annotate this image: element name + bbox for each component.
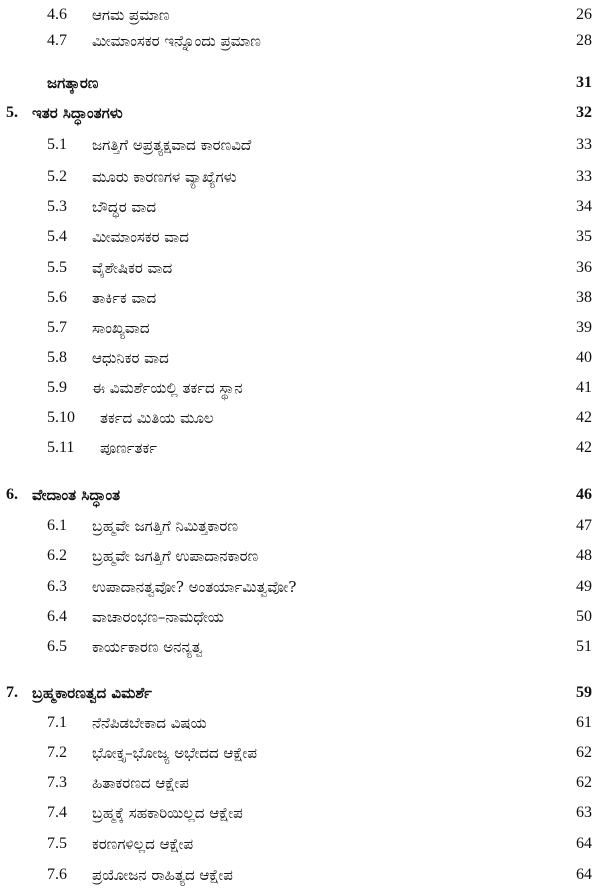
page-number: 48	[576, 547, 592, 564]
section-number: 5.8	[47, 349, 67, 366]
toc-entry	[0, 678, 600, 708]
section-number: 6.1	[47, 517, 67, 534]
toc-entry	[0, 572, 600, 602]
section-number: 5.1	[47, 136, 67, 153]
page-number: 50	[576, 608, 592, 625]
page-number: 61	[576, 714, 592, 731]
page-number: 33	[576, 168, 592, 185]
section-number: 6.3	[47, 578, 67, 595]
section-title: ಭೋಕ್ತೃ–ಭೋಜ್ಯ ಅಭೇದದ ಆಕ್ಷೇಪ	[92, 744, 257, 762]
page-number: 34	[576, 198, 592, 215]
toc-entry	[0, 798, 600, 828]
page-number: 64	[576, 866, 592, 883]
page-number: 49	[576, 578, 592, 595]
section-number: 6.5	[47, 638, 67, 655]
page-number: 62	[576, 774, 592, 791]
section-number: 5.	[6, 104, 18, 121]
section-title: ಸಾಂಖ್ಯವಾದ	[92, 319, 150, 337]
toc-entry	[0, 162, 600, 192]
toc-entry	[0, 480, 600, 510]
section-number: 4.6	[47, 6, 67, 23]
page-number: 32	[576, 104, 592, 121]
section-number: 7.5	[47, 835, 67, 852]
section-number: 6.	[6, 486, 18, 503]
section-number: 4.7	[47, 32, 67, 49]
toc-entry	[0, 373, 600, 403]
section-title: ಮೂರು ಕಾರಣಗಳ ವ್ಯಾಖ್ಯೆಗಳು	[92, 168, 237, 186]
toc-entry	[0, 602, 600, 632]
page-number: 41	[576, 379, 592, 396]
section-number: 5.3	[47, 198, 67, 215]
section-title: ತರ್ಕದ ಮಿತಿಯ ಮೂಲ	[100, 409, 214, 427]
section-title: ವೈಶೇಷಿಕರ ವಾದ	[92, 259, 173, 277]
page-number: 28	[576, 32, 592, 49]
page-number: 38	[576, 289, 592, 306]
toc-entry	[0, 829, 600, 859]
page-number: 36	[576, 259, 592, 276]
toc-entry	[0, 708, 600, 738]
section-title: ಜಗತ್ಕಾರಣ	[47, 74, 99, 92]
section-number: 5.2	[47, 168, 67, 185]
page-number: 51	[576, 638, 592, 655]
page-number: 33	[576, 136, 592, 153]
section-title: ಬ್ರಹ್ಮವೇ ಜಗತ್ತಿಗೆ ನಿಮಿತ್ತಕಾರಣ	[92, 517, 238, 535]
section-number: 5.11	[47, 439, 75, 456]
page-number: 39	[576, 319, 592, 336]
toc-entry	[0, 192, 600, 222]
section-title: ಬ್ರಹ್ಮವೇ ಜಗತ್ತಿಗೆ ಉಪಾದಾನಕಾರಣ	[92, 547, 259, 565]
section-number: 5.7	[47, 319, 67, 336]
section-title: ಬ್ರಹ್ಮಕಾರಣತ್ವದ ವಿಮರ್ಶೆ	[32, 684, 152, 702]
section-title: ಮೀಮಾಂಸಕರ ವಾದ	[92, 228, 189, 246]
toc-entry	[0, 403, 600, 433]
section-title: ಬ್ರಹ್ಮಕ್ಕೆ ಸಹಕಾರಿಯಿಲ್ಲದ ಆಕ್ಷೇಪ	[92, 804, 243, 822]
toc-entry	[0, 768, 600, 798]
section-number: 5.10	[47, 409, 75, 426]
toc-entry	[0, 222, 600, 252]
page-number: 59	[576, 684, 592, 701]
section-number: 7.2	[47, 744, 67, 761]
toc-entry	[0, 26, 600, 56]
toc-entry	[0, 511, 600, 541]
page-number: 64	[576, 835, 592, 852]
page-number: 35	[576, 228, 592, 245]
page-number: 62	[576, 744, 592, 761]
section-number: 6.4	[47, 608, 67, 625]
section-number: 7.	[6, 684, 18, 701]
toc-entry	[0, 738, 600, 768]
section-number: 7.6	[47, 866, 67, 883]
section-title: ವಾಚಾರಂಭಣ–ನಾಮಧೇಯ	[92, 608, 225, 626]
section-title: ಮೀಮಾಂಸಕರ ಇನ್ನೊಂದು ಪ್ರಮಾಣ	[92, 32, 261, 50]
toc-entry	[0, 860, 600, 890]
section-title: ಈ ವಿಮರ್ಶೆಯಲ್ಲಿ ತರ್ಕದ ಸ್ಥಾನ	[92, 379, 243, 397]
page-number: 47	[576, 517, 592, 534]
section-title: ನೆನೆಪಿಡಬೇಕಾದ ವಿಷಯ	[92, 714, 207, 732]
section-number: 6.2	[47, 547, 67, 564]
section-title: ಪೂರ್ಣತರ್ಕ	[100, 439, 158, 457]
toc-entry	[0, 68, 600, 98]
toc-entry	[0, 98, 600, 128]
section-title: ವೇದಾಂತ ಸಿದ್ಧಾಂತ	[32, 486, 121, 504]
section-title: ಆಧುನಿಕರ ವಾದ	[92, 349, 169, 367]
section-number: 7.3	[47, 774, 67, 791]
toc-entry	[0, 433, 600, 463]
section-number: 5.6	[47, 289, 67, 306]
page-number: 31	[576, 74, 592, 91]
toc-entry	[0, 283, 600, 313]
toc-entry	[0, 253, 600, 283]
section-title: ಆಗಮ ಪ್ರಮಾಣ	[92, 6, 170, 24]
section-title: ಕಾರ್ಯಕಾರಣ ಅನನ್ಯತ್ವ	[92, 638, 203, 656]
section-title: ಹಿತಾಕರಣದ ಆಕ್ಷೇಪ	[92, 774, 189, 792]
page-number: 63	[576, 804, 592, 821]
page-number: 42	[576, 409, 592, 426]
section-number: 7.1	[47, 714, 67, 731]
section-number: 5.9	[47, 379, 67, 396]
section-title: ಜಗತ್ತಿಗೆ ಅಪ್ರತ್ಯಕ್ಷವಾದ ಕಾರಣವಿದೆ	[92, 136, 252, 154]
page-number: 46	[576, 486, 592, 503]
section-number: 5.5	[47, 259, 67, 276]
page-number: 26	[576, 6, 592, 23]
section-number: 5.4	[47, 228, 67, 245]
toc-entry	[0, 632, 600, 662]
page-number: 42	[576, 439, 592, 456]
section-title: ತಾರ್ಕಿಕ ವಾದ	[92, 289, 157, 307]
section-title: ಪ್ರಯೋಜನ ರಾಹಿತ್ಯದ ಆಕ್ಷೇಪ	[92, 866, 233, 884]
section-number: 7.4	[47, 804, 67, 821]
toc-entry	[0, 313, 600, 343]
toc-entry	[0, 130, 600, 160]
section-title: ಕರಣಗಳಿಲ್ಲದ ಆಕ್ಷೇಪ	[92, 835, 194, 853]
toc-entry	[0, 343, 600, 373]
section-title: ಉಪಾದಾನತ್ವವೋ? ಅಂತರ್ಯಾಮಿತ್ವವೋ?	[92, 578, 297, 596]
section-title: ಇತರ ಸಿದ್ಧಾಂತಗಳು	[32, 104, 123, 122]
section-title: ಬೌದ್ಧರ ವಾದ	[92, 198, 157, 216]
toc-entry	[0, 541, 600, 571]
page-number: 40	[576, 349, 592, 366]
